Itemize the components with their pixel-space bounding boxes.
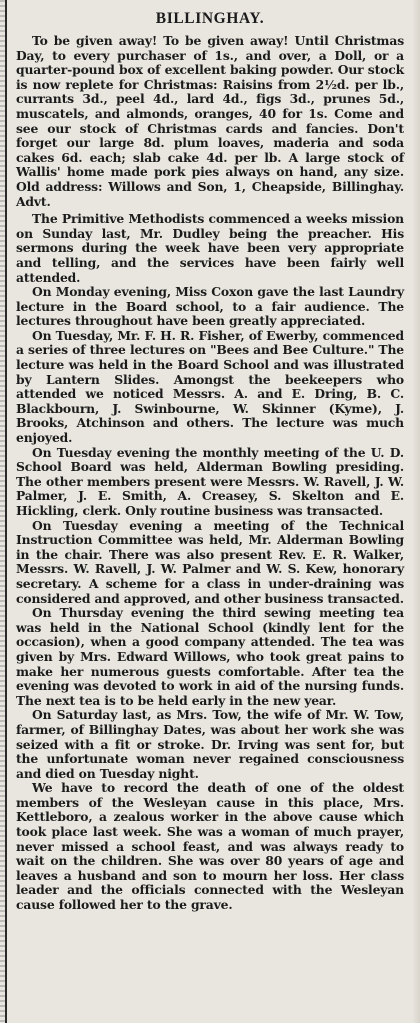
newspaper-column — [16, 10, 404, 913]
news-paragraph: On Thursday evening the third sewing meeting tea was held in the National School (kindly lent for the occasion), when a good company attended. The tea was given by Mrs. Edward Willows, who took great pains to make her numerous guests comfortable. After tea the evening was devoted to work in aid of the nursing funds. The next tea is to be held early in the new year. — [16, 605, 404, 708]
advertisement-paragraph: To be given away! To be given away! Until Christmas Day, to every purchaser of 1s., and over, a Doll, or a quarter-pound box of excellent baking powder. Our stock is now replete for Christmas: Raisins from 2½d. per lb., currants 3d., peel 4d., lard 4d., figs 3d., prunes 5d., muscatels, and almonds, oranges, 40 for 1s. Come and see our stock of Christmas cards and fancies. Don't forget our large 8d. plum loaves, maderia and soda cakes 6d. each; slab cake 4d. per lb. A large stock of Wallis' home made pork pies always on hand, any size. Old address: Willows and Son, 1, Cheapside, Billinghay. Advt. — [16, 33, 404, 209]
column-heading: BILLINGHAY. — [155, 10, 265, 27]
page-edge — [412, 0, 420, 1023]
news-paragraph: On Tuesday evening the monthly meeting of the U. D. School Board was held, Alderman Bowling presiding. The other members present were Messrs. W. Ravell, J. W. Palmer, J. E. Smith, A. Creasey, S. Skelton and E. Hickling, clerk. Only routine business was transacted. — [16, 444, 404, 518]
news-paragraph: On Monday evening, Miss Coxon gave the last Laundry lecture in the Board school, to a fair audience. The lectures throughout have been greatly appreciated. — [16, 284, 404, 329]
news-paragraph: The Primitive Methodists commenced a weeks mission on Sunday last, Mr. Dudley being the preacher. His sermons during the week have been very appropriate and telling, and the services have been fairly well attended. — [16, 211, 404, 285]
news-paragraph: On Tuesday, Mr. F. H. R. Fisher, of Ewerby, commenced a series of three lectures on "Bees and Bee Culture." The lecture was held in the Board School and was illustrated by Lantern Slides. Amongst the beekeepers who attended we noticed Messrs. A. and E. Dring, B. C. Blackbourn, J. Swinbourne, W. Skinner (Kyme), J. Brooks, Atchinson and others. The lecture was much enjoyed. — [16, 327, 404, 446]
news-paragraph: On Saturday last, as Mrs. Tow, the wife of Mr. W. Tow, farmer, of Billinghay Dates, was about her work she was seized with a fit or stroke. Dr. Irving was sent for, but the unfortunate woman never regained consciousness and died on Tuesday night. — [16, 707, 404, 781]
column-rule — [5, 0, 7, 1023]
news-paragraph: On Tuesday evening a meeting of the Technical Instruction Committee was held, Mr. Alderman Bowling in the chair. There was also present Rev. E. R. Walker, Messrs. W. Ravell, J. W. Palmer and W. S. Kew, honorary secretary. A scheme for a class in under-draining was considered and approved, and other business transacted. — [16, 517, 404, 606]
obituary-paragraph: We have to record the death of one of the oldest members of the Wesleyan cause in this place, Mrs. Kettleboro, a zealous worker in the above cause which took place last week. She was a woman of much prayer, never missed a school feast, and was always ready to wait on the children. She was over 80 years of age and leaves a husband and son to mourn her loss. Her class leader and the officials connected with the Wesleyan cause followed her to the grave. — [16, 780, 404, 913]
